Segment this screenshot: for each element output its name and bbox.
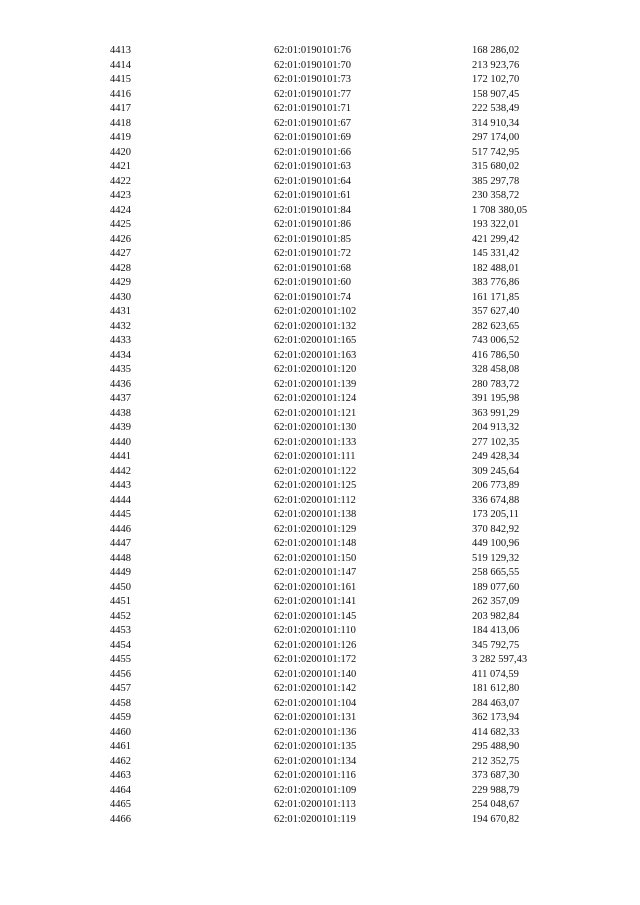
cadastral-number-cell: 62:01:0200101:110 [274, 625, 356, 636]
table-row [0, 175, 640, 190]
cadastral-number-cell: 62:01:0190101:68 [274, 262, 352, 274]
cadastral-number-cell: 62:01:0190101:74 [274, 291, 352, 303]
value-cell: 213 923,76 [472, 59, 520, 71]
value-cell: 254 048,67 [472, 799, 520, 810]
table-row [0, 566, 640, 581]
cadastral-number-cell: 62:01:0200101:116 [274, 770, 356, 781]
value-cell: 414 682,33 [472, 726, 520, 738]
row-number-cell: 4427 [110, 248, 131, 259]
cadastral-number-cell: 62:01:0200101:119 [274, 813, 356, 825]
table-row [0, 349, 640, 364]
cadastral-number-cell: 62:01:0200101:122 [274, 465, 357, 477]
table-row [0, 291, 640, 306]
value-cell: 194 670,82 [472, 813, 520, 825]
value-cell: 315 680,02 [472, 161, 520, 172]
value-cell: 743 006,52 [472, 335, 520, 346]
table-row [0, 740, 640, 755]
table-row [0, 798, 640, 813]
table-row [0, 233, 640, 248]
row-number-cell: 4441 [110, 451, 131, 462]
row-number-cell: 4414 [110, 59, 131, 71]
value-cell: 262 357,09 [472, 596, 520, 607]
value-cell: 362 173,94 [472, 712, 520, 723]
table-row [0, 102, 640, 117]
cadastral-number-cell: 62:01:0200101:102 [274, 306, 357, 317]
cadastral-number-cell: 62:01:0200101:136 [274, 726, 357, 738]
table-row [0, 813, 640, 828]
row-number-cell: 4452 [110, 610, 131, 622]
row-number-cell: 4438 [110, 407, 131, 419]
cadastral-number-cell: 62:01:0200101:161 [274, 581, 357, 593]
value-cell: 280 783,72 [472, 378, 520, 390]
value-cell: 184 413,06 [472, 625, 520, 636]
table-row [0, 523, 640, 538]
table-row [0, 465, 640, 480]
row-number-cell: 4464 [110, 784, 131, 796]
cadastral-number-cell: 62:01:0200101:130 [274, 422, 357, 433]
value-cell: 373 687,30 [472, 770, 520, 781]
row-number-cell: 4421 [110, 161, 131, 172]
table-row [0, 711, 640, 726]
table-row [0, 508, 640, 523]
table-row [0, 610, 640, 625]
cadastral-number-cell: 62:01:0200101:139 [274, 378, 357, 390]
value-cell: 284 463,07 [472, 697, 520, 709]
table-row [0, 552, 640, 567]
value-cell: 391 195,98 [472, 393, 520, 404]
row-number-cell: 4453 [110, 625, 131, 636]
table-row [0, 131, 640, 146]
table-row [0, 189, 640, 204]
row-number-cell: 4451 [110, 596, 131, 607]
table-row [0, 494, 640, 509]
row-number-cell: 4419 [110, 132, 131, 143]
value-cell: 385 297,78 [472, 175, 520, 187]
row-number-cell: 4436 [110, 378, 131, 390]
value-cell: 357 627,40 [472, 306, 520, 317]
cadastral-number-cell: 62:01:0200101:150 [274, 552, 357, 564]
cadastral-number-cell: 62:01:0200101:148 [274, 538, 357, 549]
value-cell: 258 665,55 [472, 567, 520, 578]
cadastral-number-cell: 62:01:0200101:163 [274, 349, 357, 361]
value-cell: 277 102,35 [472, 436, 520, 448]
row-number-cell: 4416 [110, 88, 131, 100]
row-number-cell: 4465 [110, 799, 131, 810]
cadastral-number-cell: 62:01:0200101:134 [274, 755, 357, 767]
table-row [0, 755, 640, 770]
value-cell: 411 074,59 [472, 668, 519, 680]
table-row [0, 697, 640, 712]
row-number-cell: 4457 [110, 683, 131, 694]
table-row [0, 73, 640, 88]
value-cell: 203 982,84 [472, 610, 520, 622]
row-number-cell: 4449 [110, 567, 131, 578]
table-row [0, 639, 640, 654]
row-number-cell: 4435 [110, 364, 131, 375]
table-row [0, 320, 640, 335]
cadastral-number-cell: 62:01:0200101:121 [274, 407, 357, 419]
table-row [0, 595, 640, 610]
table-row [0, 44, 640, 59]
value-cell: 336 674,88 [472, 494, 520, 506]
table-row [0, 668, 640, 683]
table-row [0, 160, 640, 175]
table-row [0, 276, 640, 291]
table-row [0, 682, 640, 697]
table-row [0, 262, 640, 277]
row-number-cell: 4440 [110, 436, 131, 448]
row-number-cell: 4418 [110, 117, 131, 129]
value-cell: 204 913,32 [472, 422, 520, 433]
cadastral-number-cell: 62:01:0190101:85 [274, 233, 352, 245]
table-row [0, 59, 640, 74]
row-number-cell: 4423 [110, 190, 131, 201]
value-cell: 193 322,01 [472, 219, 520, 230]
value-cell: 370 842,92 [472, 523, 520, 535]
table-row [0, 653, 640, 668]
table-row [0, 363, 640, 378]
cadastral-number-cell: 62:01:0190101:70 [274, 59, 352, 71]
cadastral-number-cell: 62:01:0200101:132 [274, 320, 357, 332]
row-number-cell: 4432 [110, 320, 131, 332]
row-number-cell: 4455 [110, 654, 131, 665]
row-number-cell: 4448 [110, 552, 131, 564]
row-number-cell: 4429 [110, 277, 131, 288]
value-cell: 3 282 597,43 [472, 654, 528, 665]
value-cell: 328 458,08 [472, 364, 520, 375]
table-row [0, 378, 640, 393]
row-number-cell: 4444 [110, 494, 131, 506]
row-number-cell: 4447 [110, 538, 131, 549]
cadastral-number-cell: 62:01:0190101:63 [274, 161, 352, 172]
cadastral-number-cell: 62:01:0190101:73 [274, 74, 352, 85]
value-cell: 297 174,00 [472, 132, 520, 143]
row-number-cell: 4456 [110, 668, 131, 680]
table-row [0, 88, 640, 103]
row-number-cell: 4428 [110, 262, 131, 274]
row-number-cell: 4439 [110, 422, 131, 433]
table-row [0, 581, 640, 596]
cadastral-number-cell: 62:01:0190101:66 [274, 146, 352, 158]
value-cell: 517 742,95 [472, 146, 520, 158]
value-cell: 158 907,45 [472, 88, 520, 100]
row-number-cell: 4458 [110, 697, 131, 709]
cadastral-number-cell: 62:01:0200101:140 [274, 668, 357, 680]
value-cell: 282 623,65 [472, 320, 520, 332]
cadastral-number-cell: 62:01:0200101:141 [274, 596, 357, 607]
row-number-cell: 4461 [110, 741, 131, 752]
row-number-cell: 4459 [110, 712, 131, 723]
row-number-cell: 4434 [110, 349, 131, 361]
row-number-cell: 4460 [110, 726, 131, 738]
row-number-cell: 4426 [110, 233, 131, 245]
value-cell: 181 612,80 [472, 683, 520, 694]
cadastral-number-cell: 62:01:0200101:126 [274, 639, 357, 651]
cadastral-number-cell: 62:01:0190101:72 [274, 248, 352, 259]
table-row [0, 436, 640, 451]
row-number-cell: 4413 [110, 45, 131, 56]
value-cell: 222 538,49 [472, 103, 520, 114]
row-number-cell: 4443 [110, 480, 131, 491]
row-number-cell: 4424 [110, 204, 131, 216]
value-cell: 421 299,42 [472, 233, 520, 245]
cadastral-number-cell: 62:01:0200101:172 [274, 654, 357, 665]
value-cell: 363 991,29 [472, 407, 520, 419]
cadastral-value-table [0, 44, 640, 827]
value-cell: 295 488,90 [472, 741, 520, 752]
cadastral-number-cell: 62:01:0200101:112 [274, 494, 356, 506]
value-cell: 161 171,85 [472, 291, 520, 303]
row-number-cell: 4466 [110, 813, 131, 825]
cadastral-number-cell: 62:01:0200101:104 [274, 697, 357, 709]
cadastral-number-cell: 62:01:0190101:60 [274, 277, 352, 288]
value-cell: 249 428,34 [472, 451, 520, 462]
cadastral-number-cell: 62:01:0200101:133 [274, 436, 357, 448]
value-cell: 230 358,72 [472, 190, 520, 201]
table-row [0, 247, 640, 262]
value-cell: 173 205,11 [472, 509, 519, 520]
value-cell: 182 488,01 [472, 262, 520, 274]
cadastral-number-cell: 62:01:0200101:111 [274, 451, 356, 462]
row-number-cell: 4446 [110, 523, 131, 535]
value-cell: 172 102,70 [472, 74, 520, 85]
cadastral-number-cell: 62:01:0200101:125 [274, 480, 357, 491]
cadastral-number-cell: 62:01:0190101:77 [274, 88, 352, 100]
row-number-cell: 4462 [110, 755, 131, 767]
table-row [0, 421, 640, 436]
cadastral-number-cell: 62:01:0190101:86 [274, 219, 352, 230]
cadastral-number-cell: 62:01:0200101:135 [274, 741, 357, 752]
value-cell: 1 708 380,05 [472, 204, 528, 216]
row-number-cell: 4425 [110, 219, 131, 230]
row-number-cell: 4420 [110, 146, 131, 158]
row-number-cell: 4415 [110, 74, 131, 85]
row-number-cell: 4437 [110, 393, 131, 404]
cadastral-number-cell: 62:01:0190101:71 [274, 103, 352, 114]
row-number-cell: 4450 [110, 581, 131, 593]
table-row [0, 726, 640, 741]
value-cell: 189 077,60 [472, 581, 520, 593]
cadastral-number-cell: 62:01:0200101:145 [274, 610, 357, 622]
table-row [0, 204, 640, 219]
table-row [0, 479, 640, 494]
cadastral-number-cell: 62:01:0200101:138 [274, 509, 357, 520]
cadastral-number-cell: 62:01:0190101:76 [274, 45, 352, 56]
value-cell: 314 910,34 [472, 117, 520, 129]
cadastral-number-cell: 62:01:0200101:113 [274, 799, 356, 810]
cadastral-number-cell: 62:01:0190101:67 [274, 117, 352, 129]
cadastral-number-cell: 62:01:0190101:84 [274, 204, 352, 216]
table-row [0, 334, 640, 349]
value-cell: 309 245,64 [472, 465, 520, 477]
cadastral-number-cell: 62:01:0200101:131 [274, 712, 357, 723]
cadastral-number-cell: 62:01:0200101:109 [274, 784, 357, 796]
row-number-cell: 4422 [110, 175, 131, 187]
value-cell: 449 100,96 [472, 538, 520, 549]
value-cell: 519 129,32 [472, 552, 520, 564]
value-cell: 229 988,79 [472, 784, 520, 796]
value-cell: 168 286,02 [472, 45, 520, 56]
table-row [0, 769, 640, 784]
table-row [0, 537, 640, 552]
cadastral-number-cell: 62:01:0200101:129 [274, 523, 357, 535]
value-cell: 416 786,50 [472, 349, 520, 361]
table-row [0, 146, 640, 161]
cadastral-number-cell: 62:01:0190101:69 [274, 132, 352, 143]
cadastral-number-cell: 62:01:0190101:61 [274, 190, 352, 201]
cadastral-number-cell: 62:01:0190101:64 [274, 175, 352, 187]
table-row [0, 450, 640, 465]
row-number-cell: 4430 [110, 291, 131, 303]
row-number-cell: 4431 [110, 306, 131, 317]
value-cell: 206 773,89 [472, 480, 520, 491]
table-row [0, 218, 640, 233]
row-number-cell: 4454 [110, 639, 131, 651]
row-number-cell: 4445 [110, 509, 131, 520]
row-number-cell: 4417 [110, 103, 131, 114]
table-row [0, 392, 640, 407]
table-row [0, 407, 640, 422]
cadastral-number-cell: 62:01:0200101:142 [274, 683, 357, 694]
cadastral-number-cell: 62:01:0200101:120 [274, 364, 357, 375]
value-cell: 345 792,75 [472, 639, 520, 651]
table-row [0, 624, 640, 639]
row-number-cell: 4463 [110, 770, 131, 781]
cadastral-number-cell: 62:01:0200101:165 [274, 335, 357, 346]
value-cell: 383 776,86 [472, 277, 520, 288]
table-row [0, 784, 640, 799]
value-cell: 145 331,42 [472, 248, 520, 259]
cadastral-number-cell: 62:01:0200101:124 [274, 393, 357, 404]
row-number-cell: 4433 [110, 335, 131, 346]
table-row [0, 117, 640, 132]
table-row [0, 305, 640, 320]
cadastral-number-cell: 62:01:0200101:147 [274, 567, 357, 578]
value-cell: 212 352,75 [472, 755, 520, 767]
row-number-cell: 4442 [110, 465, 131, 477]
